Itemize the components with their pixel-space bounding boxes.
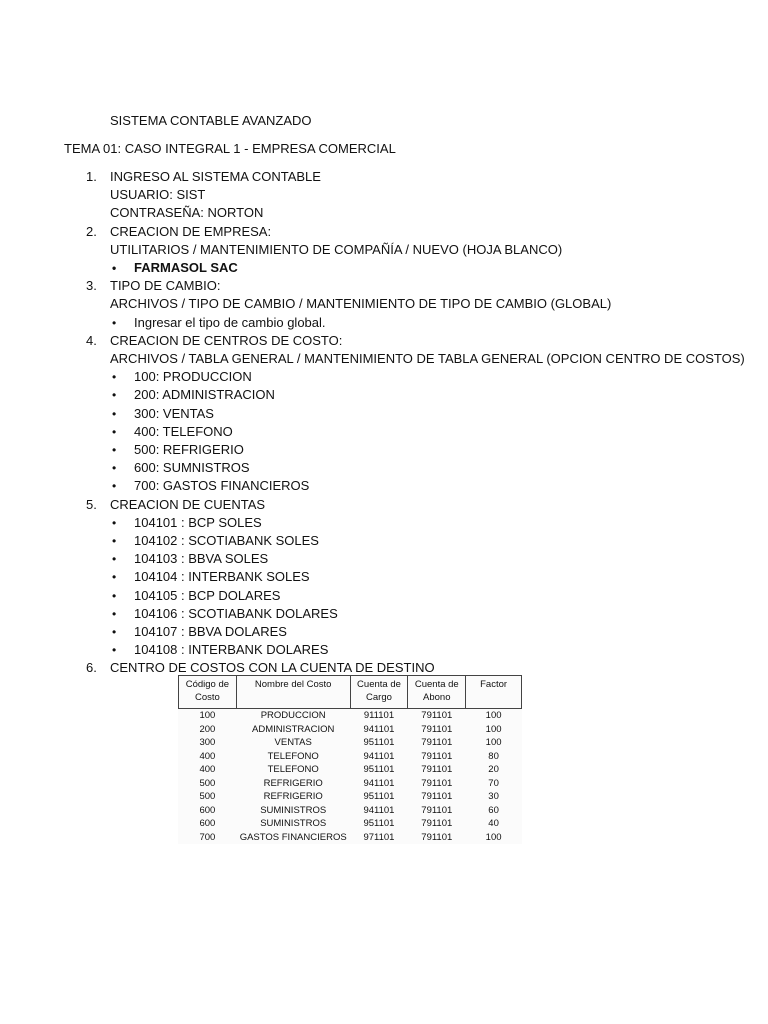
bullet-icon: •: [112, 370, 117, 385]
table-header-text: Código de: [185, 679, 230, 690]
step-line: CREACION DE EMPRESA:: [110, 223, 272, 239]
bullet-text: 104105 : BCP DOLARES: [134, 587, 281, 603]
bullet-item: [110, 259, 744, 277]
table-cell: 200: [199, 723, 216, 735]
table-cell: 951101: [363, 764, 395, 775]
table-cell: VENTAS: [274, 737, 312, 748]
bullet-text: 100: PRODUCCION: [134, 369, 252, 385]
bullet-icon: •: [112, 552, 117, 567]
table-cell: SUMINISTROS: [260, 818, 327, 829]
table-header-row: [179, 676, 522, 709]
bullet-item: [110, 459, 744, 477]
table-cell: 791101: [421, 723, 453, 735]
table-header-text: Cargo: [366, 692, 392, 703]
step-line: USUARIO: SIST: [110, 187, 206, 203]
table-cell: 911101: [363, 710, 395, 721]
table-cell: 100: [485, 710, 502, 721]
step-item: [84, 496, 744, 660]
table-row: [179, 804, 522, 818]
table-cell: 500: [199, 791, 216, 802]
step-number: 6.: [86, 660, 97, 676]
step-item: [84, 277, 744, 332]
bullet-text: 104107 : BBVA DOLARES: [134, 624, 287, 640]
table-cell: 791101: [421, 737, 453, 748]
bullet-text: Ingresar el tipo de cambio global.: [134, 314, 326, 330]
table-cell: 300: [199, 737, 216, 748]
table-header-text: Factor: [480, 679, 508, 690]
table-row: [179, 750, 522, 764]
table-cell: 941101: [363, 804, 395, 816]
table-cell: 400: [199, 764, 216, 775]
table-cell: ADMINISTRACION: [252, 723, 335, 735]
cost-center-table-wrap: [178, 675, 522, 844]
table-cell: REFRIGERIO: [263, 791, 323, 802]
table-cell: 40: [488, 818, 499, 829]
table-cell: 791101: [421, 791, 453, 802]
bullet-text: FARMASOL SAC: [134, 260, 238, 276]
table-cell: 400: [199, 750, 216, 762]
bullet-item: [110, 532, 744, 550]
table-cell: 791101: [421, 831, 453, 843]
step-number: 4.: [86, 332, 97, 348]
step-line: INGRESO AL SISTEMA CONTABLE: [110, 169, 321, 184]
bullet-item: [110, 423, 744, 441]
bullet-icon: •: [112, 643, 117, 658]
table-cell: 700: [199, 831, 216, 843]
step-number: 5.: [86, 496, 97, 512]
table-cell: 791101: [421, 710, 453, 721]
table-cell: 791101: [421, 804, 453, 816]
table-cell: 80: [488, 750, 499, 762]
table-header-cell: [466, 676, 522, 709]
bullet-text: 600: SUMNISTROS: [134, 460, 250, 476]
table-cell: 941101: [363, 750, 395, 762]
bullet-item: [110, 368, 744, 386]
steps-list: [84, 168, 744, 678]
bullet-item: [110, 477, 744, 495]
table-row: [179, 736, 522, 750]
table-cell: 30: [488, 791, 499, 802]
table-header-text: Cuenta de: [357, 679, 401, 690]
table-cell: 500: [199, 777, 216, 789]
table-cell: REFRIGERIO: [263, 777, 323, 789]
bullet-text: 500: REFRIGERIO: [134, 442, 244, 458]
step-number: 3.: [86, 278, 97, 294]
bullet-item: [110, 587, 744, 605]
bullet-icon: •: [112, 515, 117, 530]
table-header-cell: [179, 676, 237, 709]
table-row: [179, 817, 522, 831]
step-line: CONTRASEÑA: NORTON: [110, 205, 264, 221]
table-row: [179, 763, 522, 777]
step-line: ARCHIVOS / TABLA GENERAL / MANTENIMIENTO DE TABLA GENERAL (OPCION CENTRO DE COSTOS): [110, 351, 745, 367]
table-cell: 100: [199, 710, 216, 721]
table-cell: 951101: [363, 818, 395, 829]
bullet-icon: •: [112, 424, 117, 439]
bullet-icon: •: [112, 461, 117, 476]
table-cell: 600: [199, 804, 216, 816]
table-header-text: Cuenta de: [414, 679, 459, 690]
table-cell: SUMINISTROS: [260, 804, 327, 816]
bullet-icon: •: [112, 406, 117, 421]
bullet-icon: •: [112, 443, 117, 458]
step-line: TIPO DE CAMBIO:: [110, 278, 221, 294]
bullet-icon: •: [112, 534, 117, 549]
bullet-item: [110, 314, 744, 332]
table-cell: 791101: [421, 777, 453, 789]
table-header-text: Costo: [194, 692, 220, 703]
table-row: [179, 723, 522, 737]
table-cell: 100: [485, 723, 502, 735]
table-row: [179, 709, 522, 723]
table-cell: PRODUCCION: [260, 710, 326, 721]
bullet-icon: •: [112, 261, 117, 276]
step-line: CENTRO DE COSTOS CON LA CUENTA DE DESTINO: [110, 660, 435, 676]
table-cell: 971101: [363, 831, 395, 843]
bullet-icon: •: [112, 570, 117, 585]
table-header-cell: [236, 676, 350, 709]
bullet-text: 104108 : INTERBANK DOLARES: [134, 642, 329, 658]
step-line: ARCHIVOS / TIPO DE CAMBIO / MANTENIMIENTO DE TIPO DE CAMBIO (GLOBAL): [110, 296, 612, 312]
bullet-item: [110, 605, 744, 623]
bullet-text: 400: TELEFONO: [134, 423, 233, 439]
bullet-item: [110, 441, 744, 459]
step-number: 1.: [86, 169, 97, 184]
table-cell: 791101: [421, 818, 453, 829]
table-cell: 70: [488, 777, 499, 789]
step-item: [84, 223, 744, 278]
table-cell: TELEFONO: [267, 750, 319, 762]
document-subtitle: TEMA 01: CASO INTEGRAL 1 - EMPRESA COMERCIAL: [64, 141, 396, 156]
bullet-item: [110, 623, 744, 641]
table-cell: GASTOS FINANCIEROS: [239, 831, 347, 843]
table-cell: 951101: [363, 791, 395, 802]
bullet-text: 104103 : BBVA SOLES: [134, 551, 269, 567]
table-body: [179, 709, 522, 845]
bullet-text: 104102 : SCOTIABANK SOLES: [134, 533, 319, 549]
table-header-cell: [350, 676, 408, 709]
table-cell: 791101: [421, 764, 453, 775]
bullet-text: 300: VENTAS: [134, 405, 214, 421]
bullet-icon: •: [112, 588, 117, 603]
bullet-item: [110, 550, 744, 568]
table-cell: 100: [485, 737, 502, 748]
bullet-text: 104101 : BCP SOLES: [134, 514, 262, 530]
table-cell: 791101: [421, 750, 453, 762]
bullet-icon: •: [112, 606, 117, 621]
table-cell: 60: [488, 804, 499, 816]
bullet-text: 104104 : INTERBANK SOLES: [134, 569, 310, 585]
bullet-text: 700: GASTOS FINANCIEROS: [134, 478, 310, 494]
bullet-item: [110, 386, 744, 404]
table-header-text: Abono: [423, 692, 451, 703]
step-number: 2.: [86, 223, 97, 239]
document-title: SISTEMA CONTABLE AVANZADO: [110, 113, 312, 128]
step-line: CREACION DE CUENTAS: [110, 496, 266, 512]
bullet-icon: •: [112, 315, 117, 330]
table-header-cell: [408, 676, 466, 709]
table-cell: 951101: [363, 737, 395, 748]
step-line: CREACION DE CENTROS DE COSTO:: [110, 332, 343, 348]
table-header-text: Nombre del Costo: [254, 679, 332, 690]
step-item: [84, 168, 744, 223]
bullet-item: [110, 514, 744, 532]
bullet-icon: •: [112, 479, 117, 494]
table-cell: 941101: [363, 723, 395, 735]
table-cell: 941101: [363, 777, 395, 789]
table-cell: TELEFONO: [267, 764, 319, 775]
bullet-item: [110, 405, 744, 423]
table-cell: 20: [488, 764, 499, 775]
table-row: [179, 790, 522, 804]
bullet-icon: •: [112, 388, 117, 403]
step-line: UTILITARIOS / MANTENIMIENTO DE COMPAÑÍA / NUEVO (HOJA BLANCO): [110, 241, 563, 257]
bullet-item: [110, 641, 744, 659]
bullet-text: 104106 : SCOTIABANK DOLARES: [134, 605, 338, 621]
table-row: [179, 831, 522, 845]
bullet-icon: •: [112, 625, 117, 640]
cost-center-table: [178, 675, 522, 844]
bullet-item: [110, 568, 744, 586]
step-item: [84, 332, 744, 496]
bullet-text: 200: ADMINISTRACION: [134, 387, 275, 403]
table-cell: 100: [485, 831, 502, 843]
table-row: [179, 777, 522, 791]
table-cell: 600: [199, 818, 216, 829]
